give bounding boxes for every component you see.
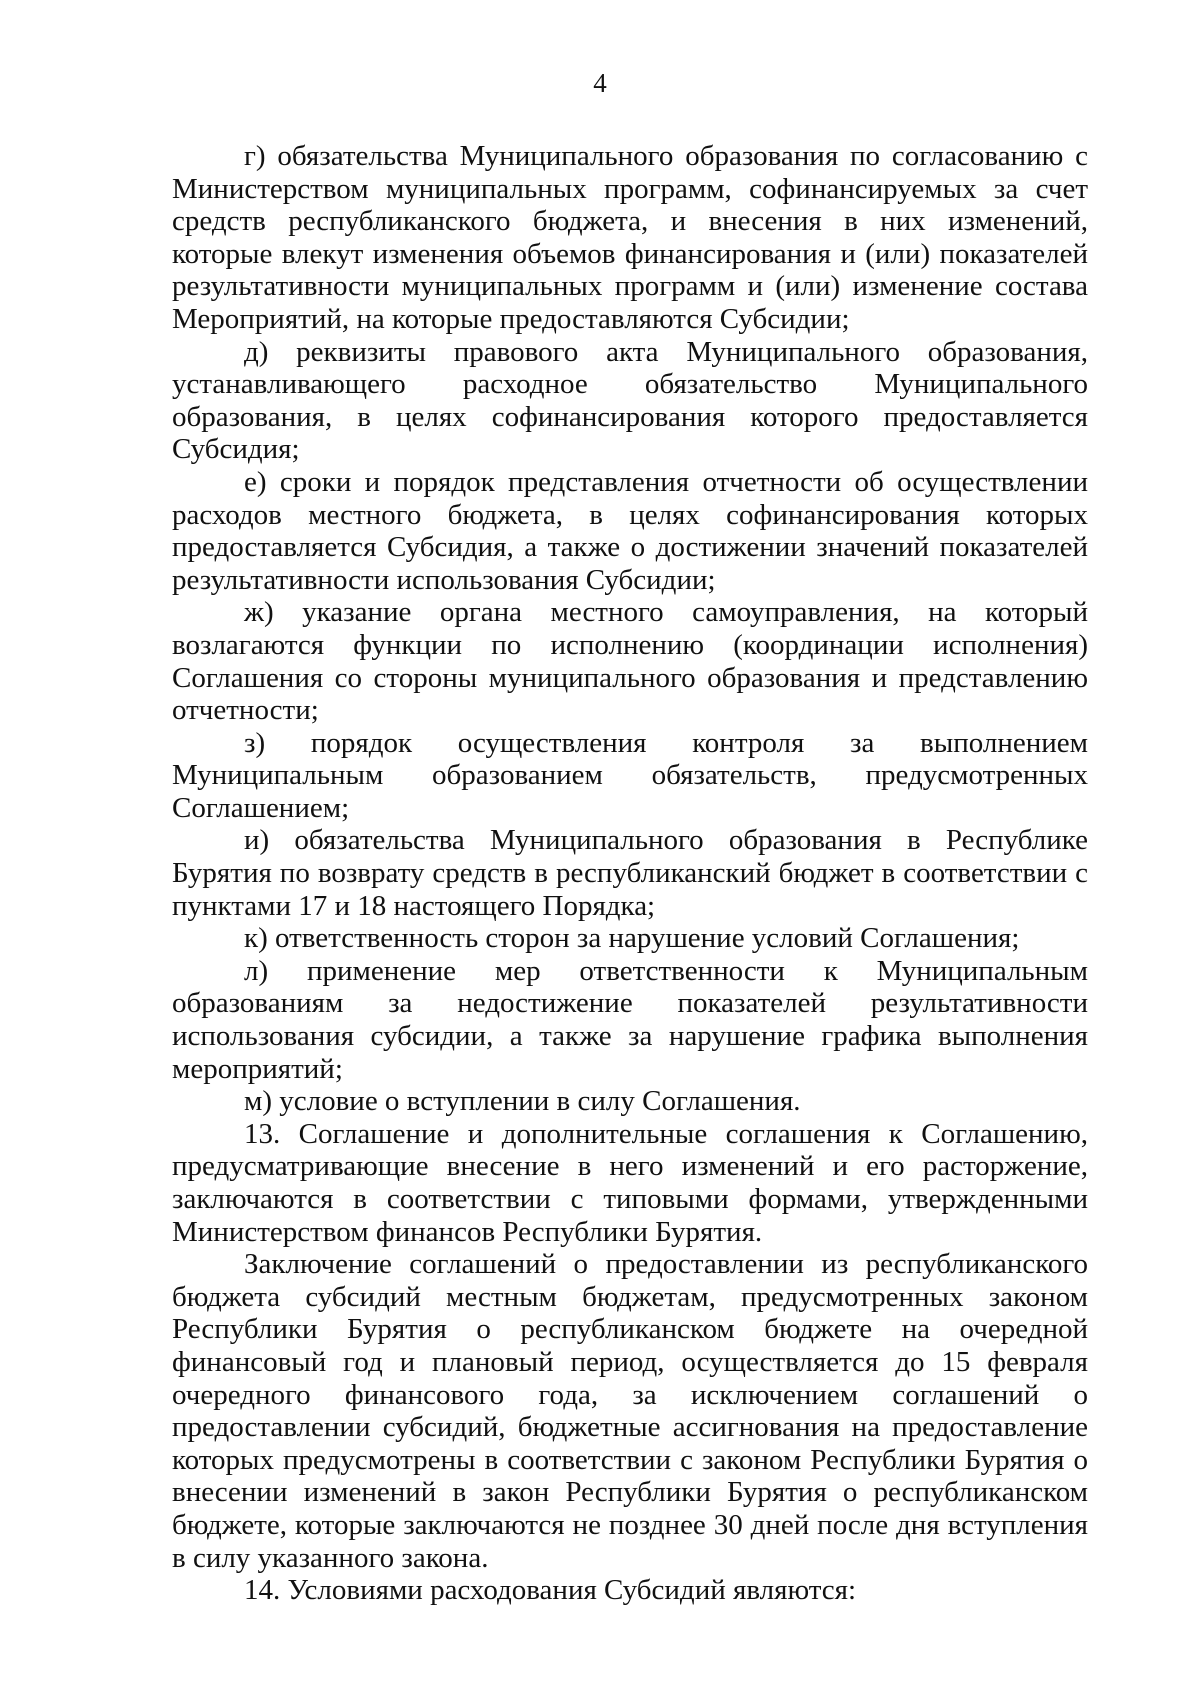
paragraph-zh: ж) указание органа местного самоуправления, на который возлагаются функции по исполнению (координации исполнения) Соглашения со стороны муниципального образования и представлению отчетности; bbox=[172, 596, 1088, 727]
paragraph-13-continued: Заключение соглашений о предоставлении из республиканского бюджета субсидий местным бюджетам, предусмотренных законом Республики Бурятия о республиканском бюджете на очередной финансовый год и плановый период, осуществляется до 15 февраля очередного финансового года, за исключением соглашений о предоставлении субсидий, бюджетные ассигнования на предоставление которых предусмотрены в соответствии с законом Республики Бурятия о внесении изменений в закон Республики Бурятия о республиканском бюджете, которые заключаются не позднее 30 дней после дня вступления в силу указанного закона. bbox=[172, 1248, 1088, 1574]
document-body bbox=[172, 140, 1088, 1607]
paragraph-13: 13. Соглашение и дополнительные соглашения к Соглашению, предусматривающие внесение в него изменений и его расторжение, заключаются в соответствии с типовыми формами, утвержденными Министерством финансов Республики Бурятия. bbox=[172, 1117, 1088, 1248]
page-number: 4 bbox=[593, 68, 607, 98]
paragraph-m: м) условие о вступлении в силу Соглашения. bbox=[244, 1085, 801, 1118]
paragraph-14: 14. Условиями расходования Субсидий являются: bbox=[244, 1574, 857, 1607]
paragraph-z: з) порядок осуществления контроля за выполнением Муниципальным образованием обязательств, предусмотренных Соглашением; bbox=[172, 726, 1088, 824]
paragraph-i: и) обязательства Муниципального образования в Республике Бурятия по возврату средств в республиканский бюджет в соответствии с пунктами 17 и 18 настоящего Порядка; bbox=[172, 824, 1088, 922]
paragraph-k: к) ответственность сторон за нарушение условий Соглашения; bbox=[244, 922, 1020, 955]
paragraph-g: г) обязательства Муниципального образования по согласованию с Министерством муниципальных программ, софинансируемых за счет средств республиканского бюджета, и внесения в них изменений, которые влекут изменения объемов финансирования и (или) показателей результативности муниципальных программ и (или) изменение состава Мероприятий, на которые предоставляются Субсидии; bbox=[172, 140, 1088, 335]
paragraph-e: е) сроки и порядок представления отчетности об осуществлении расходов местного бюджета, в целях софинансирования которых предоставляется Субсидия, а также о достижении значений показателей результативности использования Субсидии; bbox=[172, 465, 1088, 596]
paragraph-d: д) реквизиты правового акта Муниципального образования, устанавливающего расходное обязательство Муниципального образования, в целях софинансирования которого предоставляется Субсидия; bbox=[172, 335, 1088, 466]
paragraph-l: л) применение мер ответственности к Муниципальным образованиям за недостижение показателей результативности использования субсидии, а также за нарушение графика выполнения мероприятий; bbox=[172, 954, 1088, 1085]
